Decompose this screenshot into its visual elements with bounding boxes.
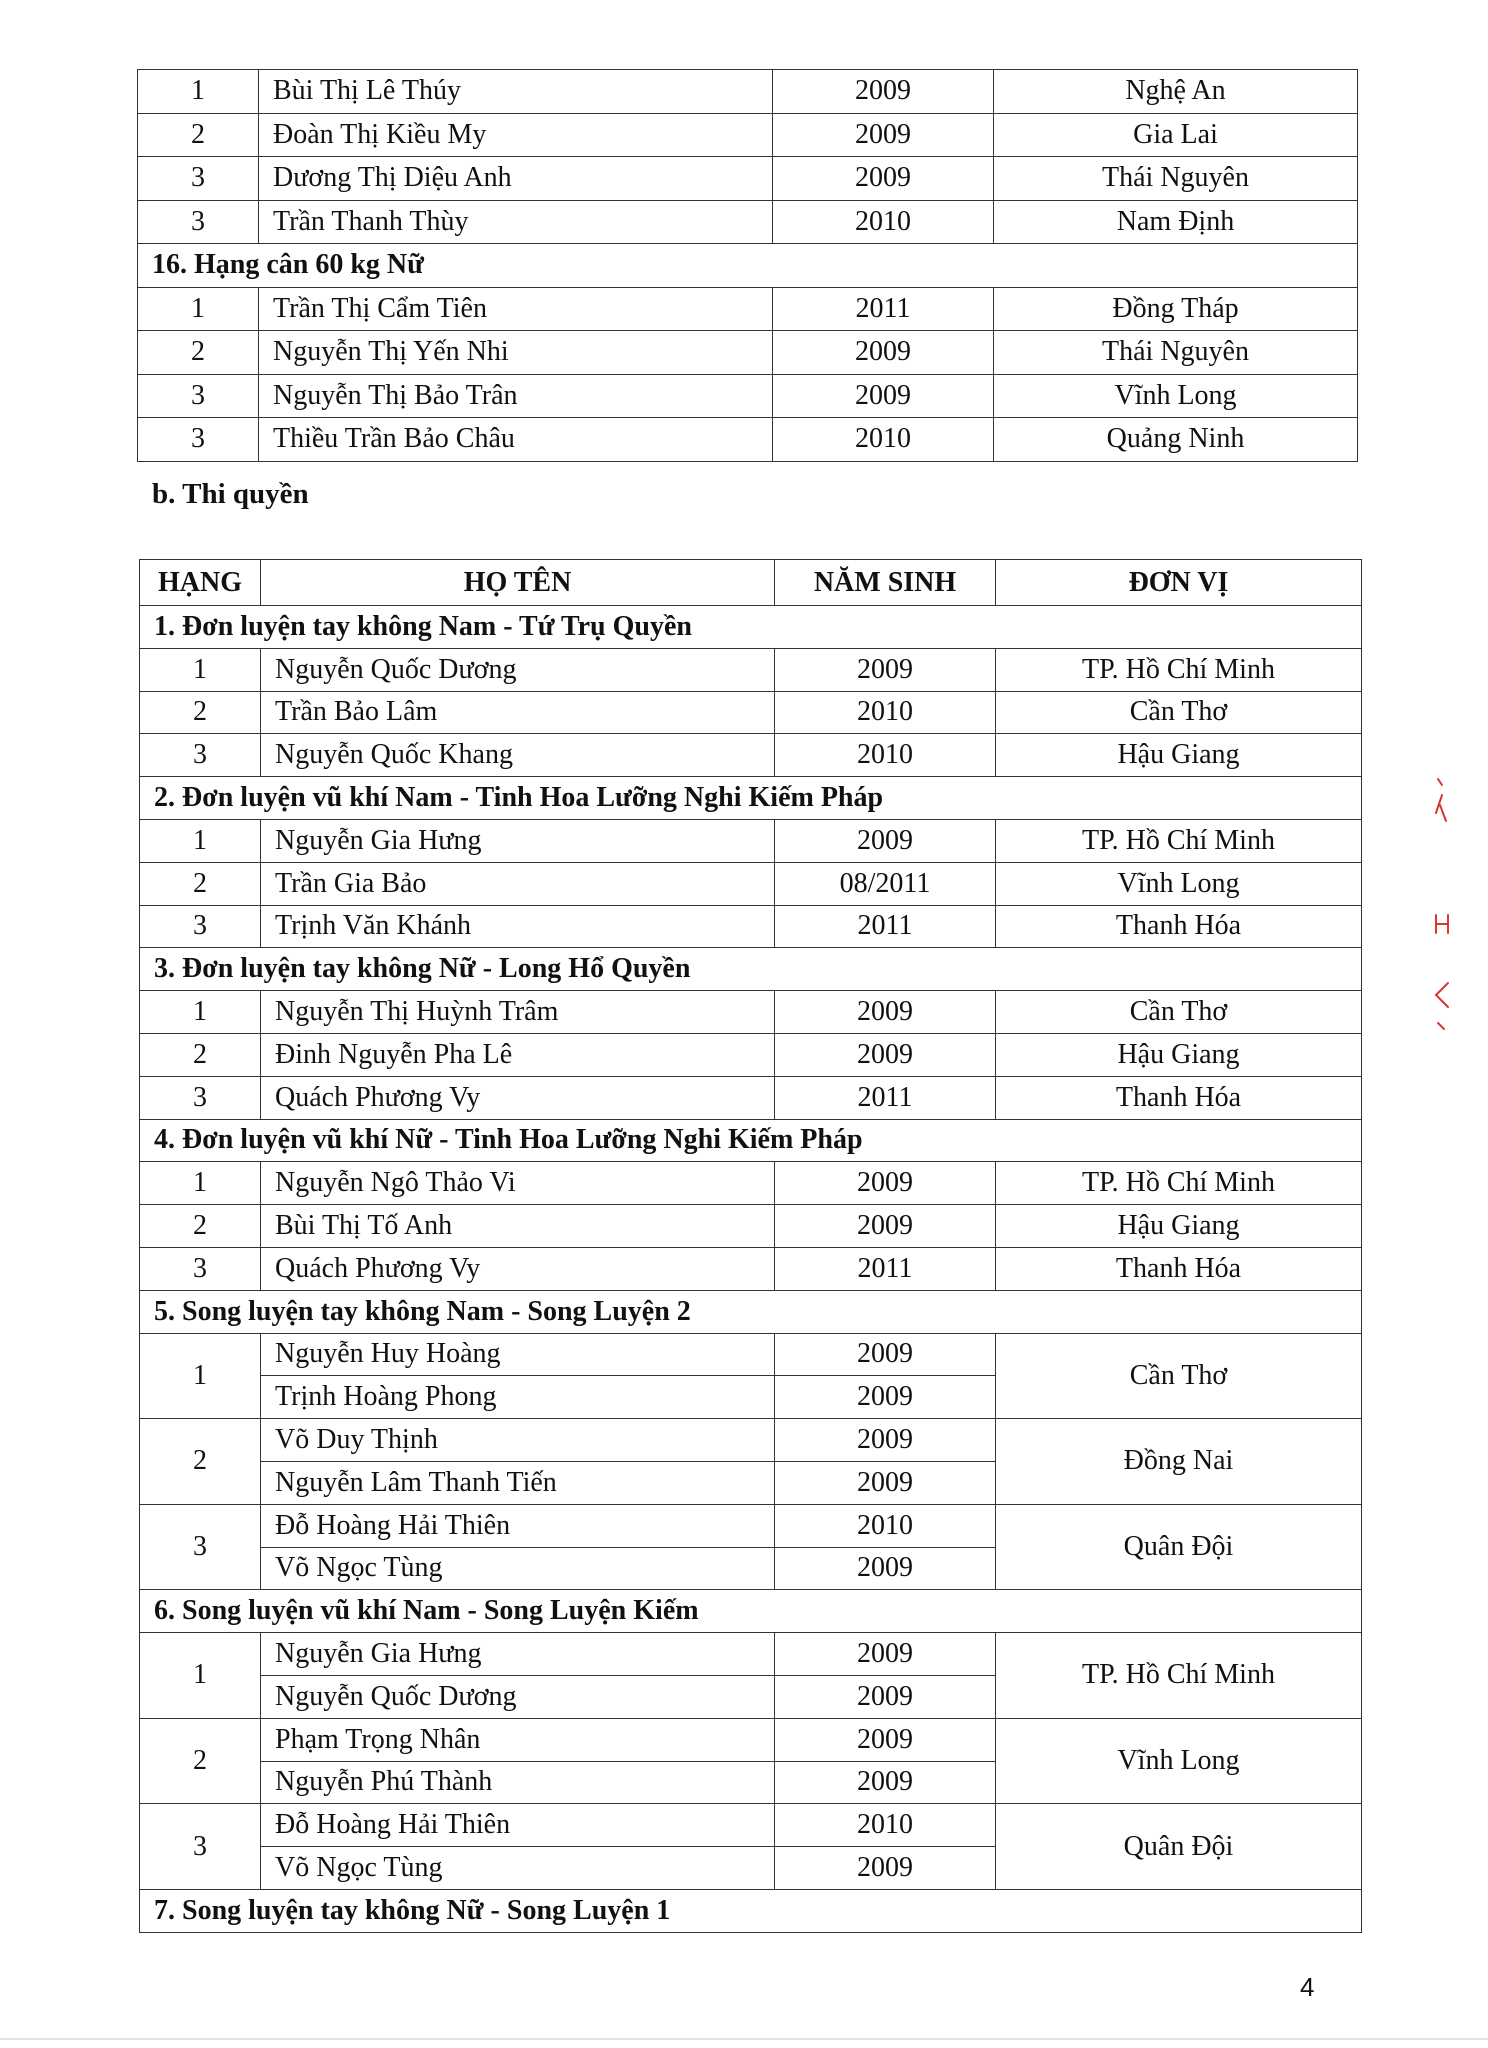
birth-year-cell: 2010: [773, 200, 994, 244]
category-title: 2. Đơn luyện vũ khí Nam - Tinh Hoa Lưỡng Nghi Kiếm Pháp: [140, 777, 1362, 820]
name-cell: Trịnh Hoàng Phong: [261, 1376, 775, 1419]
unit-cell: Quân Đội: [996, 1504, 1362, 1590]
rank-cell: 2: [140, 1718, 261, 1804]
table-row: [140, 734, 1362, 777]
birth-year-cell: 2009: [773, 113, 994, 157]
name-cell: Nguyễn Thị Bảo Trân: [259, 374, 773, 418]
rank-cell: 1: [140, 991, 261, 1034]
birth-year-cell: 2011: [775, 1076, 996, 1119]
table-row: [140, 1333, 1362, 1376]
table-row: [138, 200, 1358, 244]
birth-year-cell: 2009: [775, 1419, 996, 1462]
category-title: 7. Song luyện tay không Nữ - Song Luyện 1: [140, 1889, 1362, 1932]
unit-cell: Vĩnh Long: [996, 1718, 1362, 1804]
birth-year-cell: 2010: [773, 418, 994, 462]
name-cell: Đinh Nguyễn Pha Lê: [261, 1033, 775, 1076]
category-title: 6. Song luyện vũ khí Nam - Song Luyện Kiếm: [140, 1590, 1362, 1633]
rank-cell: 2: [140, 862, 261, 905]
table-row: [140, 1076, 1362, 1119]
rank-cell: 2: [140, 1205, 261, 1248]
unit-cell: Thanh Hóa: [996, 1247, 1362, 1290]
birth-year-cell: 2009: [775, 1162, 996, 1205]
name-cell: Trần Gia Bảo: [261, 862, 775, 905]
header-year: NĂM SINH: [775, 560, 996, 606]
birth-year-cell: 2009: [773, 331, 994, 375]
name-cell: Thiều Trần Bảo Châu: [259, 418, 773, 462]
header-unit: ĐƠN VỊ: [996, 560, 1362, 606]
birth-year-cell: 2010: [775, 734, 996, 777]
rank-cell: 1: [138, 287, 259, 331]
name-cell: Trần Thanh Thùy: [259, 200, 773, 244]
name-cell: Trịnh Văn Khánh: [261, 905, 775, 948]
name-cell: Nguyễn Thị Huỳnh Trâm: [261, 991, 775, 1034]
table-row: [140, 1419, 1362, 1462]
name-cell: Trần Thị Cẩm Tiên: [259, 287, 773, 331]
rank-cell: 1: [140, 1633, 261, 1719]
table-row: [138, 70, 1358, 114]
unit-cell: Vĩnh Long: [996, 862, 1362, 905]
rank-cell: 3: [140, 1247, 261, 1290]
birth-year-cell: 2011: [775, 1247, 996, 1290]
header-rank: HẠNG: [140, 560, 261, 606]
category-row: [140, 1590, 1362, 1633]
unit-cell: Hậu Giang: [996, 1205, 1362, 1248]
unit-cell: Thái Nguyên: [994, 157, 1358, 201]
category-row: [138, 244, 1358, 288]
rank-cell: 2: [138, 113, 259, 157]
birth-year-cell: 2011: [773, 287, 994, 331]
category-row: [140, 1889, 1362, 1932]
name-cell: Đoàn Thị Kiều My: [259, 113, 773, 157]
name-cell: Nguyễn Quốc Dương: [261, 1675, 775, 1718]
category-row: [140, 606, 1362, 649]
rank-cell: 1: [140, 1162, 261, 1205]
rank-cell: 1: [140, 1333, 261, 1419]
unit-cell: Gia Lai: [994, 113, 1358, 157]
rank-cell: 3: [138, 374, 259, 418]
header-name: HỌ TÊN: [261, 560, 775, 606]
unit-cell: Nghệ An: [994, 70, 1358, 114]
unit-cell: Nam Định: [994, 200, 1358, 244]
unit-cell: Vĩnh Long: [994, 374, 1358, 418]
unit-cell: TP. Hồ Chí Minh: [996, 1633, 1362, 1719]
name-cell: Nguyễn Thị Yến Nhi: [259, 331, 773, 375]
birth-year-cell: 2009: [773, 157, 994, 201]
name-cell: Bùi Thị Tố Anh: [261, 1205, 775, 1248]
birth-year-cell: 2009: [775, 1547, 996, 1590]
results-table-body: [138, 70, 1358, 462]
rank-cell: 1: [140, 648, 261, 691]
table-row: [140, 1205, 1362, 1248]
unit-cell: Đồng Tháp: [994, 287, 1358, 331]
table-row: [140, 1718, 1362, 1761]
birth-year-cell: 2009: [775, 1847, 996, 1890]
rank-cell: 2: [138, 331, 259, 375]
unit-cell: Thanh Hóa: [996, 905, 1362, 948]
results-table-body: [140, 606, 1362, 1933]
table-row: [138, 374, 1358, 418]
birth-year-cell: 2010: [775, 691, 996, 734]
birth-year-cell: 2009: [775, 1205, 996, 1248]
table-row: [138, 287, 1358, 331]
table-row: [140, 1504, 1362, 1547]
category-title: 5. Song luyện tay không Nam - Song Luyện 2: [140, 1290, 1362, 1333]
table-row: [140, 691, 1362, 734]
table-row: [140, 648, 1362, 691]
birth-year-cell: 2010: [775, 1504, 996, 1547]
rank-cell: 1: [138, 70, 259, 114]
rank-cell: 2: [140, 691, 261, 734]
table-header-row: [140, 560, 1362, 606]
birth-year-cell: 2009: [775, 1033, 996, 1076]
rank-cell: 3: [140, 905, 261, 948]
category-row: [140, 1119, 1362, 1162]
birth-year-cell: 2009: [775, 1718, 996, 1761]
margin-marks-icon: [1424, 775, 1464, 1035]
table-row: [140, 1247, 1362, 1290]
name-cell: Trần Bảo Lâm: [261, 691, 775, 734]
unit-cell: Cần Thơ: [996, 1333, 1362, 1419]
unit-cell: TP. Hồ Chí Minh: [996, 1162, 1362, 1205]
rank-cell: 3: [138, 418, 259, 462]
rank-cell: 3: [140, 734, 261, 777]
unit-cell: Quân Đội: [996, 1804, 1362, 1890]
rank-cell: 3: [140, 1076, 261, 1119]
birth-year-cell: 2009: [775, 1675, 996, 1718]
category-title: 1. Đơn luyện tay không Nam - Tứ Trụ Quyền: [140, 606, 1362, 649]
name-cell: Nguyễn Gia Hưng: [261, 1633, 775, 1676]
rank-cell: 3: [140, 1804, 261, 1890]
table-row: [140, 1033, 1362, 1076]
unit-cell: Hậu Giang: [996, 1033, 1362, 1076]
birth-year-cell: 2009: [775, 1633, 996, 1676]
table-row: [140, 819, 1362, 862]
name-cell: Nguyễn Huy Hoàng: [261, 1333, 775, 1376]
table-row: [138, 113, 1358, 157]
name-cell: Nguyễn Quốc Khang: [261, 734, 775, 777]
name-cell: Quách Phương Vy: [261, 1247, 775, 1290]
birth-year-cell: 2009: [773, 70, 994, 114]
category-row: [140, 1290, 1362, 1333]
name-cell: Đỗ Hoàng Hải Thiên: [261, 1804, 775, 1847]
unit-cell: Thanh Hóa: [996, 1076, 1362, 1119]
name-cell: Võ Duy Thịnh: [261, 1419, 775, 1462]
results-table-continued: [137, 69, 1358, 462]
table-row: [138, 418, 1358, 462]
table-row: [138, 331, 1358, 375]
name-cell: Nguyễn Phú Thành: [261, 1761, 775, 1804]
unit-cell: Hậu Giang: [996, 734, 1362, 777]
category-title: 16. Hạng cân 60 kg Nữ: [138, 244, 1358, 288]
unit-cell: TP. Hồ Chí Minh: [996, 819, 1362, 862]
unit-cell: Thái Nguyên: [994, 331, 1358, 375]
name-cell: Quách Phương Vy: [261, 1076, 775, 1119]
forms-results-table: [139, 559, 1362, 1933]
birth-year-cell: 2009: [775, 991, 996, 1034]
birth-year-cell: 2009: [775, 819, 996, 862]
unit-cell: Quảng Ninh: [994, 418, 1358, 462]
birth-year-cell: 2009: [775, 1461, 996, 1504]
table-row: [138, 157, 1358, 201]
name-cell: Bùi Thị Lê Thúy: [259, 70, 773, 114]
category-row: [140, 948, 1362, 991]
birth-year-cell: 2011: [775, 905, 996, 948]
rank-cell: 2: [140, 1033, 261, 1076]
page-bottom-edge: [0, 2038, 1488, 2040]
unit-cell: TP. Hồ Chí Minh: [996, 648, 1362, 691]
birth-year-cell: 2009: [773, 374, 994, 418]
page-number: 4: [1300, 1972, 1315, 2002]
rank-cell: 3: [138, 200, 259, 244]
table-row: [140, 1804, 1362, 1847]
name-cell: Nguyễn Quốc Dương: [261, 648, 775, 691]
table-row: [140, 862, 1362, 905]
table-row: [140, 905, 1362, 948]
rank-cell: 3: [138, 157, 259, 201]
rank-cell: 1: [140, 819, 261, 862]
name-cell: Đỗ Hoàng Hải Thiên: [261, 1504, 775, 1547]
birth-year-cell: 2009: [775, 1333, 996, 1376]
category-row: [140, 777, 1362, 820]
rank-cell: 3: [140, 1504, 261, 1590]
table-row: [140, 1162, 1362, 1205]
section-heading: b. Thi quyền: [152, 478, 309, 510]
rank-cell: 2: [140, 1419, 261, 1505]
birth-year-cell: 2009: [775, 1376, 996, 1419]
birth-year-cell: 2009: [775, 1761, 996, 1804]
birth-year-cell: 08/2011: [775, 862, 996, 905]
name-cell: Phạm Trọng Nhân: [261, 1718, 775, 1761]
name-cell: Nguyễn Lâm Thanh Tiến: [261, 1461, 775, 1504]
unit-cell: Cần Thơ: [996, 991, 1362, 1034]
category-title: 4. Đơn luyện vũ khí Nữ - Tinh Hoa Lưỡng Nghi Kiếm Pháp: [140, 1119, 1362, 1162]
unit-cell: Đồng Nai: [996, 1419, 1362, 1505]
name-cell: Nguyễn Gia Hưng: [261, 819, 775, 862]
birth-year-cell: 2010: [775, 1804, 996, 1847]
name-cell: Võ Ngọc Tùng: [261, 1847, 775, 1890]
name-cell: Võ Ngọc Tùng: [261, 1547, 775, 1590]
birth-year-cell: 2009: [775, 648, 996, 691]
category-title: 3. Đơn luyện tay không Nữ - Long Hổ Quyền: [140, 948, 1362, 991]
unit-cell: Cần Thơ: [996, 691, 1362, 734]
name-cell: Dương Thị Diệu Anh: [259, 157, 773, 201]
table-row: [140, 1633, 1362, 1676]
table-row: [140, 991, 1362, 1034]
name-cell: Nguyễn Ngô Thảo Vi: [261, 1162, 775, 1205]
